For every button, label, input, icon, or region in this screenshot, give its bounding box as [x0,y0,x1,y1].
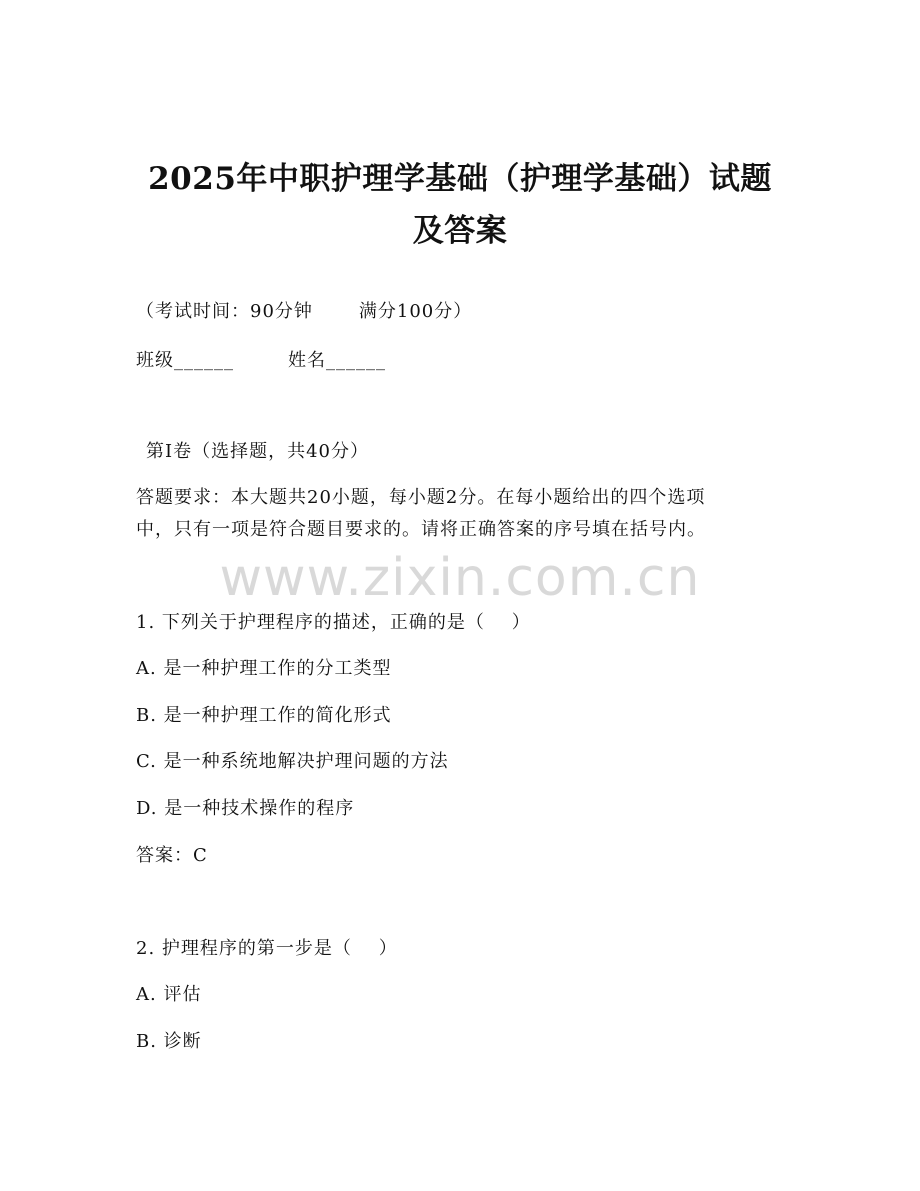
exam-info [136,298,472,326]
instructions-line2: 中，只有一项是符合题目要求的。请将正确答案的序号填在括号内。 [136,519,706,540]
question-1-option-c: C. 是一种系统地解决护理问题的方法 [136,751,449,772]
question-1-option-b: B. 是一种护理工作的简化形式 [136,705,392,726]
section-heading: 第Ⅰ卷（选择题，共40分） [146,441,370,462]
class-field: 班级______ [136,350,234,371]
question-1-stem: 1. 下列关于护理程序的描述，正确的是（ ） [136,612,531,633]
name-field: 姓名______ [288,350,386,371]
exam-score: 满分100分） [358,301,473,322]
student-info [136,347,386,375]
document-title-line2: 及答案 [412,213,508,249]
question-2-option-a: A. 评估 [136,984,202,1005]
question-1-answer: 答案：C [136,845,208,866]
question-2-stem: 2. 护理程序的第一步是（ ） [136,938,398,959]
instructions-line1: 答题要求：本大题共20小题，每小题2分。在每小题给出的四个选项 [136,487,706,508]
document-title-line1: 2025年中职护理学基础（护理学基础）试题 [148,161,772,197]
question-2-option-b: B. 诊断 [136,1031,202,1052]
question-1-option-a: A. 是一种护理工作的分工类型 [136,658,392,679]
exam-time: （考试时间：90分钟 [136,301,313,322]
watermark: www.zixin.com.cn [219,548,701,608]
question-1-option-d: D. 是一种技术操作的程序 [136,798,355,819]
